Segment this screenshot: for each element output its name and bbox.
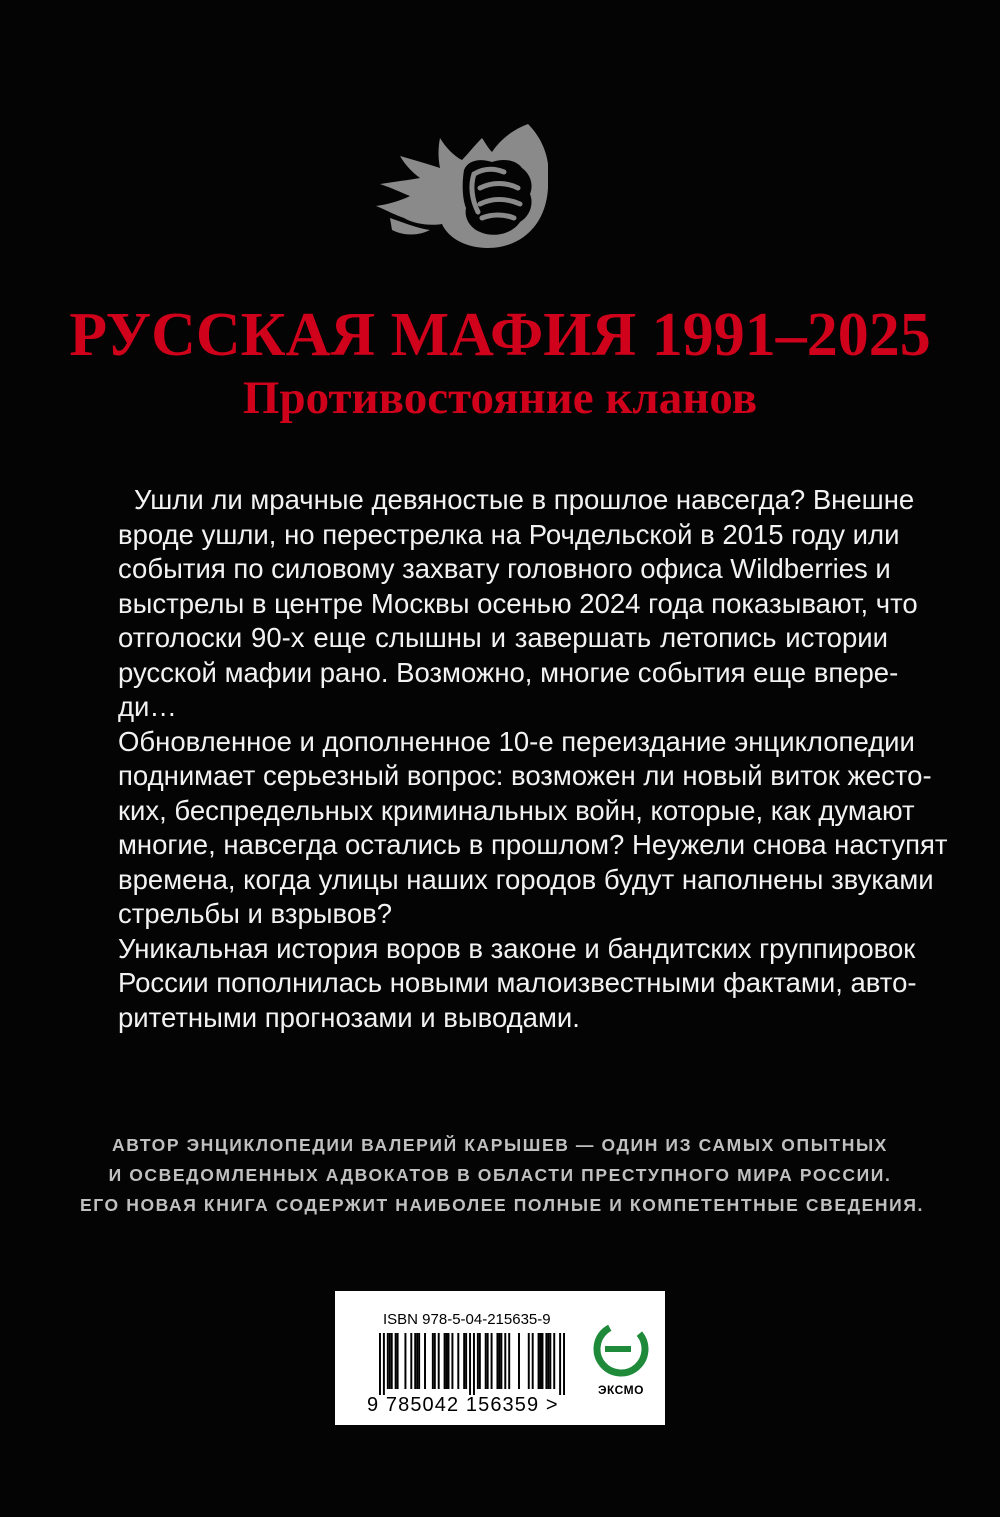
barcode-bar [448, 1333, 450, 1389]
barcode-bar [500, 1333, 502, 1389]
barcode-bar [410, 1333, 412, 1389]
barcode-bar [491, 1333, 493, 1389]
blurb-line: времена, когда улицы наших городов будут наполнены звуками [118, 863, 934, 895]
barcode-bar [438, 1333, 440, 1389]
barcode-bar [418, 1333, 420, 1389]
blurb-line: ких, беспредельных криминальных войн, которые, как думают [118, 794, 915, 826]
barcode-bar [424, 1333, 426, 1389]
blurb-line: Обновленное и дополненное 10-е переиздание энциклопедии [118, 725, 915, 757]
blurb-paragraph [118, 932, 917, 1036]
blurb-line: поднимает серьезный вопрос: возможен ли новый виток жесто- [118, 760, 932, 791]
barcode-bar [451, 1333, 453, 1389]
barcode-bar [473, 1333, 475, 1395]
barcode-bar [389, 1333, 391, 1389]
blurb [118, 483, 948, 1035]
barcode-bar [469, 1333, 471, 1395]
isbn-text: ISBN 978-5-04-215635-9 [383, 1311, 551, 1328]
blurb-line: выстрелы в центре Москвы осенью 2024 года показывают, что [118, 587, 918, 619]
barcode-bar [397, 1333, 399, 1389]
barcode-bar [416, 1333, 418, 1389]
blurb-line: отголоски 90-х еще слышны и завершать летопись истории [118, 622, 888, 653]
barcode-bar [457, 1333, 459, 1389]
barcode-bar [496, 1333, 498, 1389]
blurb-line: многие, навсегда остались в прошлом? Неужели снова наступят [118, 829, 948, 860]
barcode-bar [395, 1333, 397, 1389]
barcode-bar [485, 1333, 487, 1389]
blurb-line: Уникальная история воров в законе и бандитских группировок [118, 932, 916, 964]
book-title: РУССКАЯ МАФИЯ 1991–2025 [69, 301, 931, 369]
barcode-bar [538, 1333, 540, 1389]
blurb-line: стрельбы и взрывов? [118, 898, 393, 929]
promo-line: АВТОР ЭНЦИКЛОПЕДИИ ВАЛЕРИЙ КАРЫШЕВ — ОДИН ИЗ САМЫХ ОПЫТНЫХ [112, 1135, 888, 1155]
barcode-bar [518, 1333, 520, 1389]
barcode-bar [479, 1333, 481, 1389]
blurb-line: события по силовому захвату головного офиса Wildberries и [118, 553, 891, 584]
flaming-fist-logo [370, 118, 580, 250]
blurb-paragraph [118, 483, 918, 725]
barcode-bar [532, 1333, 534, 1389]
barcode-bar [404, 1333, 406, 1389]
blurb-line: ритетными прогнозами и выводами. [118, 1001, 580, 1033]
book-subtitle: Противостояние кланов [242, 372, 758, 424]
barcode-bar [387, 1333, 389, 1389]
blurb-line: вроде ушли, но перестрелка на Рочдельской в 2015 году или [118, 518, 900, 550]
publisher-name: ЭКСМО [597, 1383, 645, 1397]
promo-line: ЕГО НОВАЯ КНИГА СОДЕРЖИТ НАИБОЛЕЕ ПОЛНЫЕ И КОМПЕТЕНТНЫЕ СВЕДЕНИЯ. [80, 1195, 924, 1215]
barcode-bar [563, 1333, 565, 1395]
promo-line: И ОСВЕДОМЛЕННЫХ АДВОКАТОВ В ОБЛАСТИ ПРЕСТУПНОГО МИРА РОССИИ. [108, 1165, 892, 1185]
barcode-bar [559, 1333, 561, 1395]
author-promo [80, 1130, 924, 1220]
barcode-bar [379, 1333, 381, 1395]
barcode-bar [432, 1333, 434, 1389]
barcode-bar [391, 1333, 393, 1389]
barcode-bar [414, 1333, 416, 1389]
barcode-bar [487, 1333, 489, 1389]
barcode-bar [498, 1333, 500, 1389]
barcode-panel [335, 1291, 665, 1425]
barcode-bar [383, 1333, 385, 1395]
barcode-bar [542, 1333, 544, 1389]
barcode-bar [553, 1333, 555, 1389]
barcode-bar [477, 1333, 479, 1389]
blurb-line: ди… [118, 691, 177, 722]
barcode-bar [463, 1333, 465, 1389]
barcode-bar [504, 1333, 506, 1389]
barcode-bar [465, 1333, 467, 1389]
barcode-bar [545, 1333, 547, 1389]
barcode-bar [508, 1333, 510, 1389]
blurb-paragraph [118, 725, 948, 932]
ean-digits: 9 785042 156359 > [367, 1394, 559, 1416]
barcode-bar [434, 1333, 436, 1389]
eksmo-logo [593, 1321, 649, 1377]
barcode-bar [444, 1333, 446, 1389]
blurb-line: России пополнилась новыми малоизвестными фактами, авто- [118, 967, 917, 998]
barcode-bar [549, 1333, 551, 1389]
barcode-bar [540, 1333, 542, 1389]
barcode-bar [528, 1333, 530, 1389]
barcode-bar [547, 1333, 549, 1389]
blurb-line: Ушли ли мрачные девяностые в прошлое навсегда? Внешне [134, 484, 915, 515]
barcode-bar [446, 1333, 448, 1389]
blurb-line: русской мафии рано. Возможно, многие события еще впере- [118, 656, 899, 688]
barcode [379, 1333, 565, 1395]
